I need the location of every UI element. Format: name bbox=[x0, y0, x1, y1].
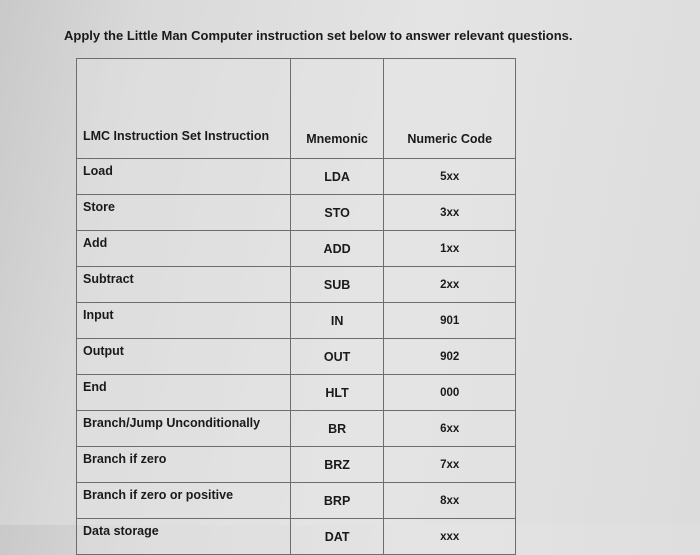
cell-instruction: Store bbox=[77, 195, 291, 231]
cell-instruction: End bbox=[77, 375, 291, 411]
cell-mnemonic: BRP bbox=[290, 483, 384, 519]
cell-code: 7xx bbox=[384, 447, 516, 483]
page-heading: Apply the Little Man Computer instruction set below to answer relevant questions. bbox=[64, 28, 573, 43]
cell-mnemonic: STO bbox=[290, 195, 384, 231]
cell-instruction: Input bbox=[77, 303, 291, 339]
cell-instruction: Load bbox=[77, 159, 291, 195]
table-row bbox=[77, 267, 516, 303]
cell-instruction: Branch if zero or positive bbox=[77, 483, 291, 519]
cell-instruction: Add bbox=[77, 231, 291, 267]
table-row bbox=[77, 159, 516, 195]
cell-mnemonic: BRZ bbox=[290, 447, 384, 483]
cell-mnemonic: HLT bbox=[290, 375, 384, 411]
header-numeric-code: Numeric Code bbox=[384, 59, 516, 159]
table-row bbox=[77, 447, 516, 483]
cell-code: 901 bbox=[384, 303, 516, 339]
cell-code: xxx bbox=[384, 519, 516, 555]
table-header-row bbox=[77, 59, 516, 159]
cell-instruction: Output bbox=[77, 339, 291, 375]
cell-mnemonic: LDA bbox=[290, 159, 384, 195]
table-row bbox=[77, 483, 516, 519]
table-row bbox=[77, 519, 516, 555]
cell-code: 6xx bbox=[384, 411, 516, 447]
table-row bbox=[77, 339, 516, 375]
cell-code: 000 bbox=[384, 375, 516, 411]
cell-code: 902 bbox=[384, 339, 516, 375]
table-row bbox=[77, 303, 516, 339]
cell-code: 3xx bbox=[384, 195, 516, 231]
cell-code: 8xx bbox=[384, 483, 516, 519]
cell-code: 5xx bbox=[384, 159, 516, 195]
cell-mnemonic: OUT bbox=[290, 339, 384, 375]
cell-code: 1xx bbox=[384, 231, 516, 267]
cell-mnemonic: SUB bbox=[290, 267, 384, 303]
lmc-instruction-table bbox=[76, 58, 516, 555]
cell-instruction: Branch/Jump Unconditionally bbox=[77, 411, 291, 447]
cell-instruction: Subtract bbox=[77, 267, 291, 303]
cell-instruction: Data storage bbox=[77, 519, 291, 555]
table-row bbox=[77, 231, 516, 267]
cell-instruction: Branch if zero bbox=[77, 447, 291, 483]
table-row bbox=[77, 375, 516, 411]
table-row bbox=[77, 195, 516, 231]
header-instruction: LMC Instruction Set Instruction bbox=[77, 59, 291, 159]
header-mnemonic: Mnemonic bbox=[290, 59, 384, 159]
cell-mnemonic: ADD bbox=[290, 231, 384, 267]
cell-mnemonic: DAT bbox=[290, 519, 384, 555]
cell-mnemonic: BR bbox=[290, 411, 384, 447]
table-row bbox=[77, 411, 516, 447]
cell-code: 2xx bbox=[384, 267, 516, 303]
cell-mnemonic: IN bbox=[290, 303, 384, 339]
